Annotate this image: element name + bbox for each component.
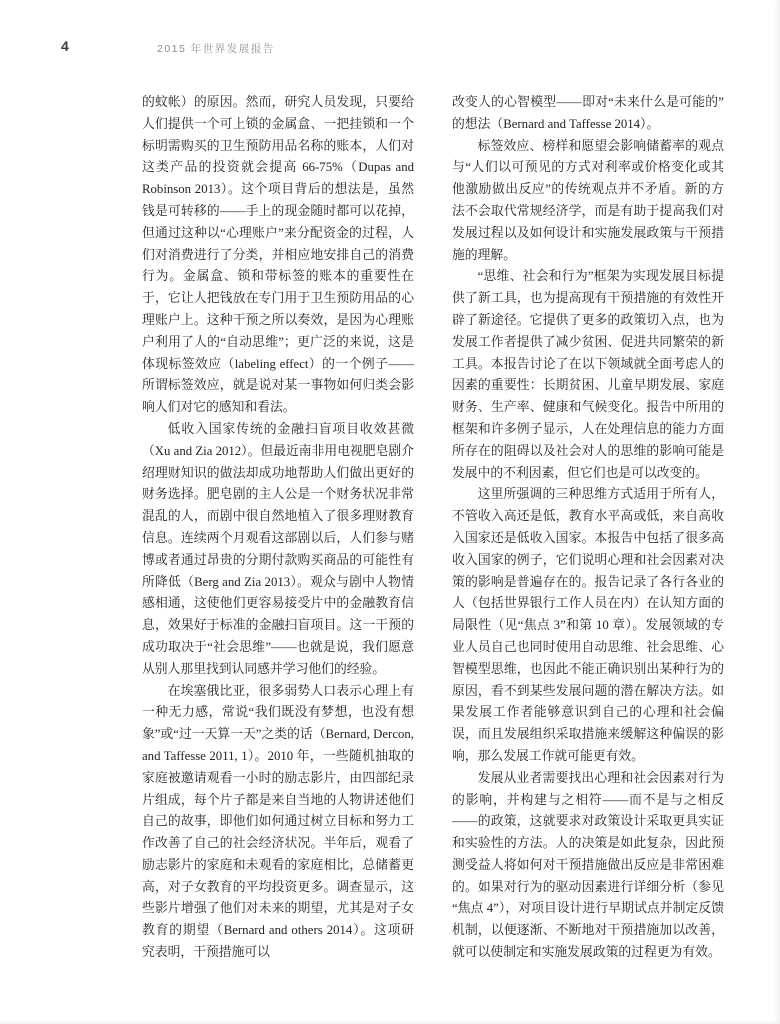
- paragraph: 这里所强调的三种思维方式适用于所有人，不管收入高还是低，教育水平高或低，来自高收入国家还是低收入国家。本报告中包括了很多高收入国家的例子，它们说明心理和社会因素对决策的影响是普遍存在的。报告记录了各行各业的人（包括世界银行工作人员在内）在认知方面的局限性（见“焦点 3”和第 10 章）。发展领域的专业人员自己也同时使用自动思维、社会思维、心智模型思维，也因此不能正确识别出某种行为的原因，看不到某些发展问题的潜在解决方法。如果发展工作者能够意识到自己的心理和社会偏误，而且发展组织采取措施来缓解这种偏误的影响，那么发展工作就可能更有效。: [452, 487, 724, 763]
- left-column: [142, 92, 414, 964]
- page-header: [0, 38, 780, 58]
- page-number: 4: [61, 38, 69, 54]
- paragraph: 在埃塞俄比亚，很多弱势人口表示心理上有一种无力感，常说“我们既没有梦想，也没有想象”或“过一天算一天”之类的话（Bernard, Dercon, and Taffesse 2011, 1）。2010 年，一些随机抽取的家庭被邀请观看一小时的励志影片，由四部纪录片组成，每个片子都是来自当地的人物讲述他们自己的故事，即他们如何通过树立目标和努力工作改善了自己的社会经济状况。半年后，观看了励志影片的家庭和未观看的家庭相比，总储蓄更高，对子女教育的平均投资更多。调查显示，这些影片增强了他们对未来的期望，尤其是对子女教育的期望（Bernard and others 2014）。这项研究表明，干预措施可以: [142, 683, 414, 960]
- running-head: 2015 年世界发展报告: [157, 43, 275, 55]
- paragraph: “思维、社会和行为”框架为实现发展目标提供了新工具，也为提高现有干预措施的有效性开辟了新途径。它提供了更多的政策切入点，也为发展工作者提供了减少贫困、促进共同繁荣的新工具。本报告讨论了在以下领域就全面考虑人的因素的重要性：长期贫困、儿童早期发展、家庭财务、生产率、健康和气候变化。报告中所用的框架和许多例子显示，人在处理信息的能力方面所存在的阻碍以及社会对人的思维的影响可能是发展中的不利因素，但它们也是可以改变的。: [452, 269, 724, 480]
- paragraph: 低收入国家传统的金融扫盲项目收效甚微（Xu and Zia 2012）。但最近南非用电视肥皂剧介绍理财知识的做法却成功地帮助人们做出更好的财务选择。肥皂剧的主人公是一个财务状况非常混乱的人，而剧中很自然地植入了很多理财教育信息。连续两个月观看这部剧以后，人们参与赌博或者通过昂贵的分期付款购买商品的可能性有所降低（Berg and Zia 2013）。观众与剧中人物情感相通，这使他们更容易接受片中的金融教育信息，效果好于标准的金融扫盲项目。这一干预的成功取决于“社会思维”——也就是说，我们愿意从别人那里找到认同感并学习他们的经验。: [142, 421, 414, 676]
- paragraph: 标签效应、榜样和愿望会影响储蓄率的观点与“人们以可预见的方式对利率或价格变化或其他激励做出反应”的传统观点并不矛盾。新的方法不会取代常规经济学，而是有助于提高我们对发展过程以及如何设计和实施发展政策与干预措施的理解。: [452, 138, 724, 262]
- paragraph: 改变人的心智模型——即对“未来什么是可能的”的想法（Bernard and Taffesse 2014）。: [452, 95, 724, 131]
- paragraph: 发展从业者需要找出心理和社会因素对行为的影响，并构建与之相符——而不是与之相反——的政策，这就要求对政策设计采取更具实证和实验性的方法。人的决策是如此复杂，因此预测受益人将如何对干预措施做出反应是非常困难的。如果对行为的驱动因素进行详细分析（参见“焦点 4”），对项目设计进行早期试点并制定反馈机制，以便逐渐、不断地对干预措施加以改善，就可以使制定和实施发展政策的过程更为有效。: [452, 770, 724, 960]
- paragraph: 的蚊帐）的原因。然而，研究人员发现，只要给人们提供一个可上锁的金属盒、一把挂锁和一个标明需购买的卫生预防用品名称的账本，人们对这类产品的投资就会提高 66-75%（Dupas and Robinson 2013）。这个项目背后的想法是，虽然钱是可转移的——手上的现金随时都可以花掉，但通过这种以“心理账户”来分配资金的过程，人们对消费进行了分类，并相应地安排自己的消费行为。金属盒、锁和带标签的账本的重要性在于，它让人把钱放在专门用于卫生预防用品的心理账户上。这种干预之所以奏效，是因为心理账户利用了人的“自动思维”；更广泛的来说，这是体现标签效应（labeling effect）的一个例子——所谓标签效应，就是说对某一事物如何归类会影响人们对它的感知和看法。: [142, 95, 414, 415]
- right-column: [452, 92, 724, 964]
